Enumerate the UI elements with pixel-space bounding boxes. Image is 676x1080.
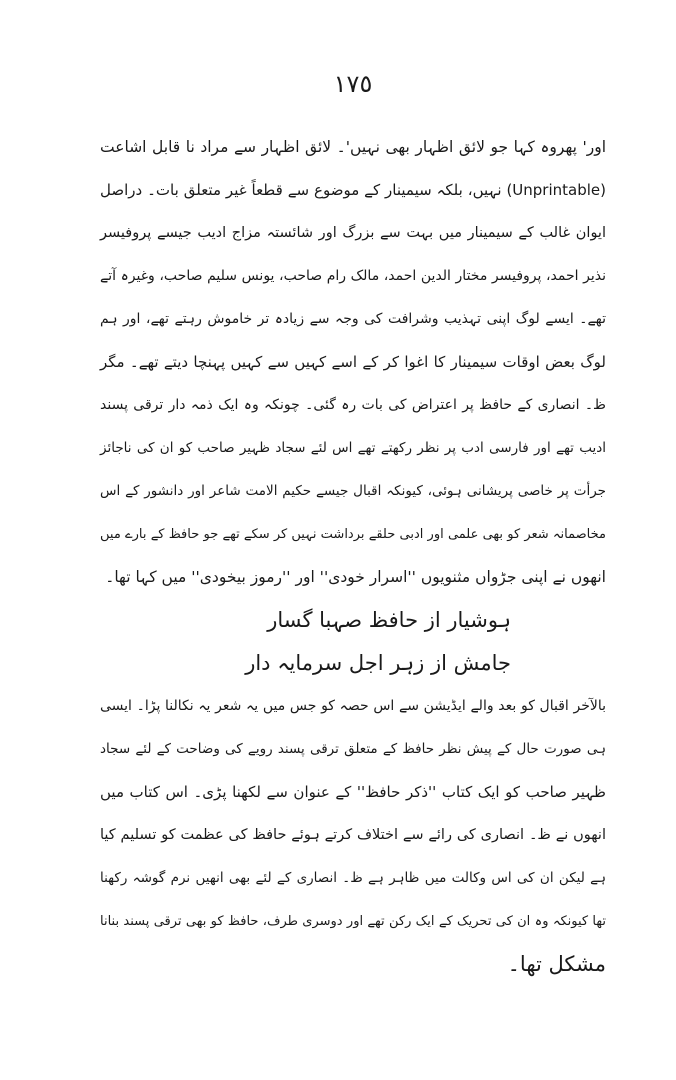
verse-block	[100, 599, 606, 685]
verse-line: ہوشیار از حافظ صہبا گسار	[267, 608, 511, 632]
text-line: مشکل تھا۔	[507, 952, 606, 976]
paragraph-2	[100, 685, 606, 986]
text-line: ہے لیکن ان کی اس وکالت میں ظاہر ہے ظ۔ انصاری کے لئے بھی انھیں نرم گوشہ رکھنا	[100, 870, 606, 886]
page-body	[100, 126, 606, 986]
text-line: (Unprintable) نہیں، بلکہ سیمینار کے موضوع سے قطعاً غیر متعلق بات۔ دراصل	[100, 181, 606, 199]
text-line: نذیر احمد، پروفیسر مختار الدین احمد، مالک رام صاحب، یونس سلیم صاحب، وغیرہ آتے	[100, 268, 606, 284]
verse-line: جامش از زہر اجل سرمایہ دار	[245, 651, 511, 675]
text-line: جرأت پر خاصی پریشانی ہوئی، کیونکہ اقبال جیسے حکیم الامت شاعر اور دانشور کے اس	[100, 483, 606, 499]
text-line: انھوں نے ظ۔ انصاری کی رائے سے اختلاف کرتے ہوئے حافظ کی عظمت کو تسلیم کیا	[100, 827, 606, 843]
text-line: اور' پھروہ کہا جو لائق اظہار بھی نہیں'۔ لائق اظہار سے مراد نا قابل اشاعت	[100, 138, 606, 156]
page-number: ١٧٥	[333, 70, 373, 98]
text-line: ظ۔ انصاری کے حافظ پر اعتراض کی بات رہ گئی۔ چونکہ وہ ایک ذمہ دار ترقی پسند	[100, 397, 606, 413]
text-line: لوگ بعض اوقات سیمینار کا اغوا کر کے اسے کہیں سے کہیں پہنچا دیتے تھے۔ مگر	[100, 353, 606, 371]
paragraph-1	[100, 126, 606, 599]
text-line: ادیب تھے اور فارسی ادب پر نظر رکھتے تھے اس لئے سجاد ظہیر صاحب کو ان کی ناجائز	[100, 440, 606, 456]
text-line: ظہیر صاحب کو ایک کتاب ''ذکر حافظ'' کے عنوان سے لکھنا پڑی۔ اس کتاب میں	[100, 783, 606, 801]
text-line: تھا کیونکہ وہ ان کی تحریک کے ایک رکن تھے اور دوسری طرف، حافظ کو بھی ترقی پسند بنانا	[100, 914, 606, 929]
text-line: ہی صورت حال کے پیش نظر حافظ کے متعلق ترقی پسند رویے کی وضاحت کے لئے سجاد	[100, 741, 606, 757]
text-line: بالآخر اقبال کو بعد والے ایڈیشن سے اس حصہ کو جس میں یہ شعر یہ نکالنا پڑا۔ ایسی	[100, 698, 606, 714]
text-line: مخاصمانہ شعر کو بھی علمی اور ادبی حلقے برداشت نہیں کر سکے تھے جو حافظ کے بارے میں	[100, 527, 606, 542]
text-line: تھے۔ ایسے لوگ اپنی تہذیب وشرافت کی وجہ سے زیادہ تر خاموش رہتے تھے، اور ہم	[100, 311, 606, 327]
text-line: ایوان غالب کے سیمینار میں بہت سے بزرگ اور شائستہ مزاج ادیب جیسے پروفیسر	[100, 225, 606, 241]
text-line: انھوں نے اپنی جڑواں مثنویوں ''اسرار خودی'' اور ''رموز بیخودی'' میں کہا تھا۔	[105, 568, 606, 586]
